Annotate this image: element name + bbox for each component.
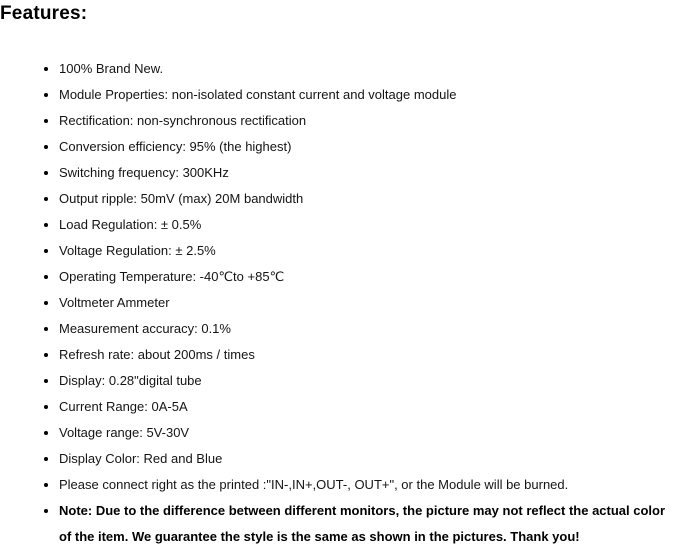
feature-text: Output ripple: 50mV (max) 20M bandwidth — [59, 191, 304, 206]
feature-text: Operating Temperature: -40℃to +85℃ — [59, 269, 285, 284]
bullet-icon — [44, 249, 48, 253]
feature-text: Module Properties: non-isolated constant current and voltage module — [59, 87, 457, 102]
list-item — [0, 264, 685, 290]
list-item — [0, 472, 685, 498]
feature-text: Current Range: 0A-5A — [59, 399, 188, 414]
bullet-icon — [44, 93, 48, 97]
note-line-2: of the item. We guarantee the style is the same as shown in the pictures. Thank you! — [59, 529, 580, 544]
list-item — [0, 56, 685, 82]
bullet-icon — [44, 457, 48, 461]
bullet-icon — [44, 379, 48, 383]
feature-text: Display Color: Red and Blue — [59, 451, 223, 466]
feature-text: Voltmeter Ammeter — [59, 295, 170, 310]
list-item — [0, 134, 685, 160]
list-item — [0, 290, 685, 316]
list-item — [0, 82, 685, 108]
list-item — [0, 342, 685, 368]
bullet-icon — [44, 171, 48, 175]
list-item — [0, 186, 685, 212]
list-item — [0, 108, 685, 134]
feature-text: Load Regulation: ± 0.5% — [59, 217, 202, 232]
feature-text: Refresh rate: about 200ms / times — [59, 347, 255, 362]
list-item — [0, 368, 685, 394]
features-list — [0, 56, 685, 550]
bullet-icon — [44, 431, 48, 435]
feature-text: Rectification: non-synchronous rectification — [59, 113, 307, 128]
feature-text: Measurement accuracy: 0.1% — [59, 321, 231, 336]
feature-text: Conversion efficiency: 95% (the highest) — [59, 139, 292, 154]
list-item — [0, 212, 685, 238]
feature-text: 100% Brand New. — [59, 61, 164, 76]
list-item — [0, 238, 685, 264]
list-item — [0, 420, 685, 446]
bullet-icon — [44, 327, 48, 331]
note-item — [0, 498, 685, 550]
bullet-icon — [44, 301, 48, 305]
feature-text: Switching frequency: 300KHz — [59, 165, 229, 180]
list-item — [0, 394, 685, 420]
feature-text: Please connect right as the printed :"IN-,IN+,OUT-, OUT+", or the Module will be burned. — [59, 477, 569, 492]
feature-text: Voltage Regulation: ± 2.5% — [59, 243, 216, 258]
bullet-icon — [44, 483, 48, 487]
bullet-icon — [44, 275, 48, 279]
bullet-icon — [44, 67, 48, 71]
bullet-icon — [44, 145, 48, 149]
list-item — [0, 316, 685, 342]
note-line-1: Note: Due to the difference between different monitors, the picture may not reflect the actual color — [59, 503, 666, 518]
bullet-icon — [44, 353, 48, 357]
bullet-icon — [44, 509, 48, 513]
feature-text: Display: 0.28"digital tube — [59, 373, 202, 388]
bullet-icon — [44, 197, 48, 201]
bullet-icon — [44, 119, 48, 123]
feature-text: Voltage range: 5V-30V — [59, 425, 190, 440]
page-title: Features: — [0, 3, 88, 24]
bullet-icon — [44, 405, 48, 409]
bullet-icon — [44, 223, 48, 227]
list-item — [0, 446, 685, 472]
list-item — [0, 160, 685, 186]
